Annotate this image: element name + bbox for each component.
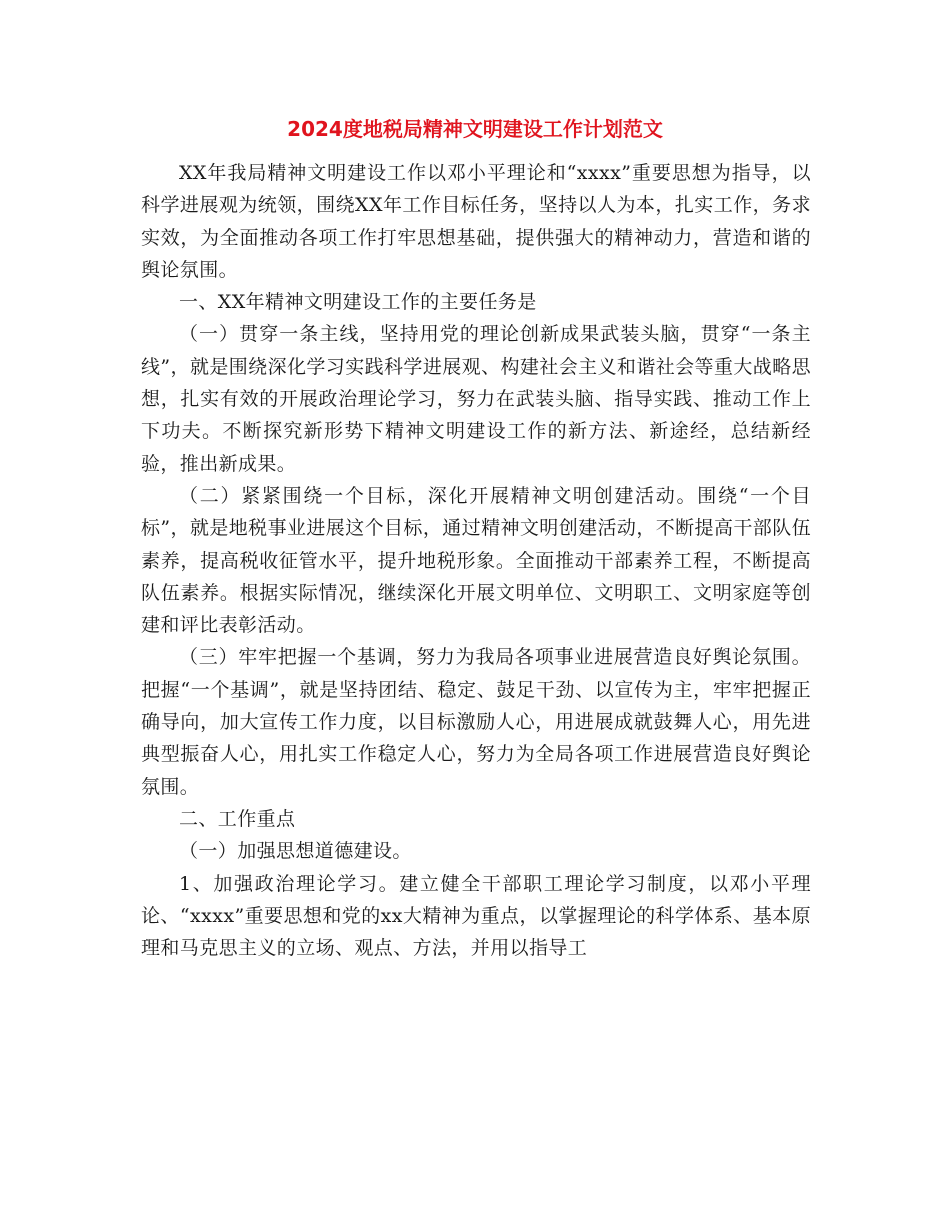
section-heading-key-work: 二、工作重点 — [179, 807, 296, 830]
task-paragraph-3: （三）牢牢把握一个基调，努力为我局各项事业进展营造良好舆论氛围。把握“一个基调”，就是坚持团结、稳定、鼓足干劲、以宣传为主，牢牢把握正确导向，加大宣传工作力度，以目标激励人心，用进展成就鼓舞人心，用先进典型振奋人心，用扎实工作稳定人心，努力为全局各项工作进展营造良好舆论氛围。 — [141, 646, 811, 798]
item-paragraph-1: 1、加强政治理论学习。建立健全干部职工理论学习制度，以邓小平理论、“xxxx”重要思想和党的xx大精神为重点，以掌握理论的科学体系、基本原理和马克思主义的立场、观点、方法，并用以指导工 — [141, 872, 811, 960]
task-paragraph-1: （一）贯穿一条主线，坚持用党的理论创新成果武装头脑，贯穿“一条主线”，就是围绕深化学习实践科学进展观、构建社会主义和谐社会等重大战略思想，扎实有效的开展政治理论学习，努力在武装头脑、指导实践、推动工作上下功夫。不断探究新形势下精神文明建设工作的新方法、新途经，总结新经验，推出新成果。 — [141, 323, 811, 475]
document-title: 2024度地税局精神文明建设工作计划范文 — [287, 117, 663, 141]
task-paragraph-2: （二）紧紧围绕一个目标，深化开展精神文明创建活动。围绕“一个目标”，就是地税事业进展这个目标，通过精神文明创建活动，不断提高干部队伍素养，提高税收征管水平，提升地税形象。全面推动干部素养工程，不断提高队伍素养。根据实际情况，继续深化开展文明单位、文明职工、文明家庭等创建和评比表彰活动。 — [141, 484, 811, 637]
intro-paragraph: XX年我局精神文明建设工作以邓小平理论和“xxxx”重要思想为指导，以科学进展观为统领，围绕XX年工作目标任务，坚持以人为本，扎实工作，务求实效，为全面推动各项工作打牢思想基础，提供强大的精神动力，营造和谐的舆论氛围。 — [141, 162, 811, 281]
section-heading-main-tasks: 一、XX年精神文明建设工作的主要任务是 — [179, 291, 537, 314]
subsection-heading-ideology: （一）加强思想道德建设。 — [179, 840, 412, 863]
document-body — [141, 157, 811, 964]
